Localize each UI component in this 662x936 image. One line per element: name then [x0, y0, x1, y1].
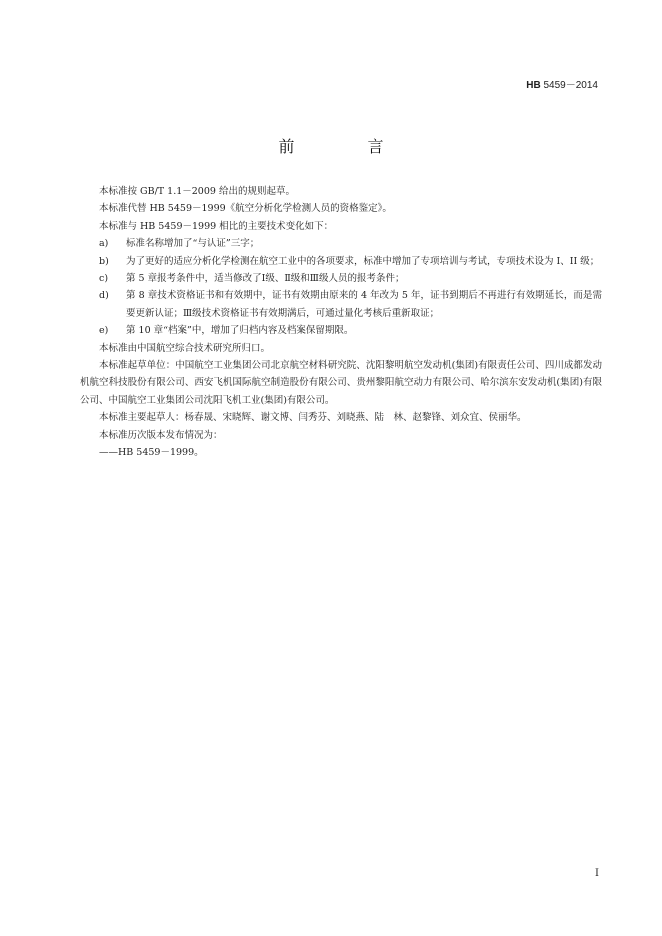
list-item-text: 第 5 章报考条件中，适当修改了Ⅰ级、Ⅱ级和Ⅲ级人员的报考条件；	[126, 273, 405, 285]
change-item-e	[80, 322, 602, 339]
standard-number-value: 5459－2014	[543, 80, 598, 91]
list-marker: a)	[99, 238, 109, 250]
paragraph-changes-intro: 本标准与 HB 5459－1999 相比的主要技术变化如下：	[99, 220, 334, 232]
list-item-text: 第 10 章“档案”中，增加了归档内容及档案保留期限。	[126, 325, 354, 337]
change-item-c	[80, 270, 602, 287]
paragraph-drafters: 本标准主要起草人：杨春晟、宋晓辉、谢文博、闫秀芬、刘晓燕、陆 林、赵黎锋、刘众宜、侯丽华。	[99, 412, 527, 424]
paragraph-replaces: 本标准代替 HB 5459－1999《航空分析化学检测人员的资格鉴定》。	[99, 203, 392, 215]
change-item-a	[80, 235, 602, 252]
paragraph-drafting-rules: 本标准按 GB/T 1.1－2009 给出的规则起草。	[99, 186, 295, 197]
paragraph-history-version: ——HB 5459－1999。	[99, 447, 204, 459]
standard-number	[526, 76, 598, 91]
list-marker: b)	[99, 255, 109, 267]
paragraph-responsible-unit: 本标准由中国航空综合技术研究所归口。	[99, 342, 271, 354]
foreword-body	[80, 183, 602, 462]
list-marker: c)	[99, 273, 109, 285]
list-item-text: 为了更好的适应分析化学检测在航空工业中的各项要求，标准中增加了专项培训与考试，专项技术设为 I、II 级；	[126, 255, 600, 267]
paragraph-history-intro: 本标准历次版本发布情况为：	[99, 429, 223, 441]
list-item-text: 标准名称增加了“与认证”三字；	[126, 238, 260, 250]
list-item-text: 第 8 章技术资格证书和有效期中，证书有效期由原来的 4 年改为 5 年，证书到期后不再进行有效期延长，而是需要更新认证；Ⅲ级技术资格证书有效期满后，可通过量化考核后重新取证；	[126, 290, 602, 319]
paragraph-drafting-units: 本标准起草单位：中国航空工业集团公司北京航空材料研究院、沈阳黎明航空发动机(集团)有限责任公司、四川成都发动机航空科技股份有限公司、西安飞机国际航空制造股份有限公司、贵州黎阳航空动力有限公司、哈尔滨东安发动机(集团)有限公司、中国航空工业集团公司沈阳飞机工业(集团)有限公司。	[80, 360, 602, 406]
list-marker: d)	[99, 290, 109, 302]
standard-code: HB	[526, 80, 541, 91]
change-item-b	[80, 253, 602, 270]
change-item-d	[80, 287, 602, 322]
list-marker: e)	[99, 325, 109, 337]
page-title: 前 言	[278, 137, 418, 156]
page-number: I	[595, 868, 599, 879]
